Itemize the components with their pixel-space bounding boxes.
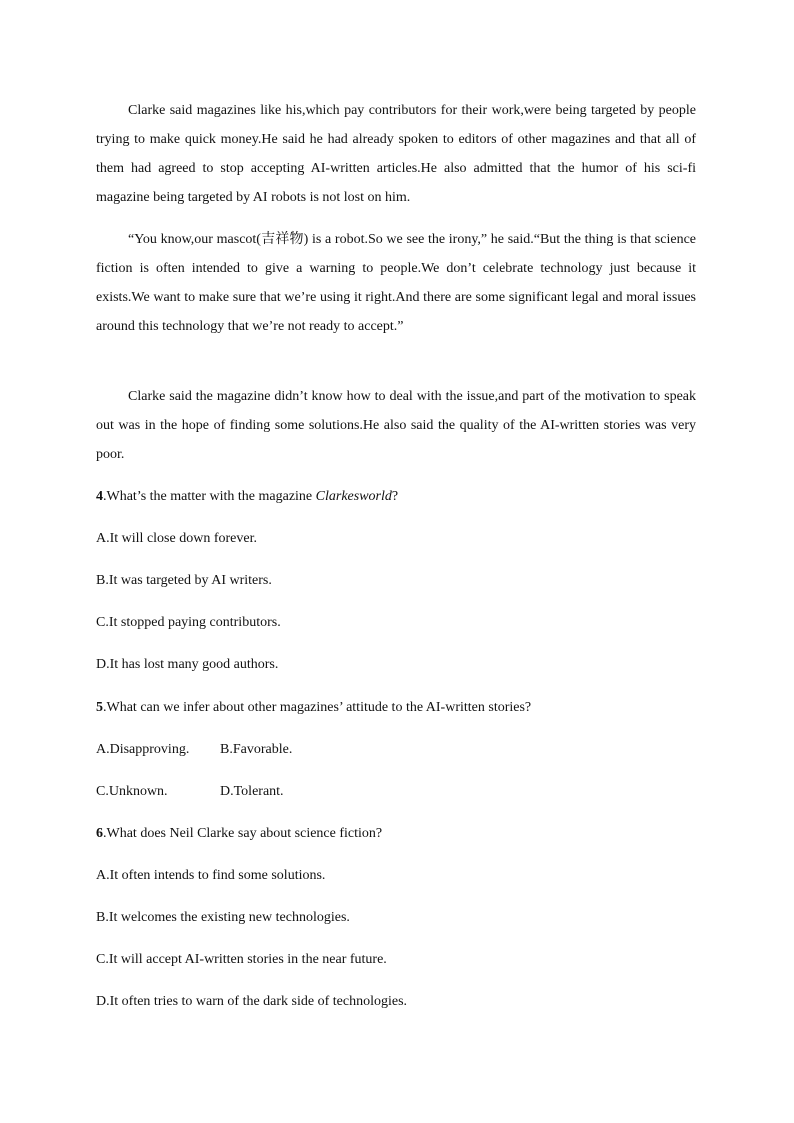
magazine-title: Clarkesworld [315, 489, 392, 504]
question-5-option-a: A.Disapproving. [96, 742, 190, 757]
question-4-option-a: A.It will close down forever. [96, 531, 257, 546]
question-number: 6 [96, 826, 103, 841]
question-text: .What can we infer about other magazines’ attitude to the AI-written stories? [103, 700, 532, 715]
question-6-option-c: C.It will accept AI-written stories in the near future. [96, 952, 387, 967]
question-text: .What’s the matter with the magazine [103, 489, 316, 504]
question-5-option-c: C.Unknown. [96, 784, 168, 799]
question-4-option-d: D.It has lost many good authors. [96, 657, 279, 672]
passage-paragraph-3: Clarke said the magazine didn’t know how to deal with the issue,and part of the motivation to speak out was in the hope of finding some solutions.He also said the quality of the AI-written stories was very poor. [96, 389, 696, 462]
question-6-option-a: A.It often intends to find some solutions. [96, 868, 326, 883]
question-5-options-row-1 [96, 740, 716, 760]
question-5-options-row-2 [96, 782, 716, 802]
question-5-option-b: B.Favorable. [220, 742, 293, 757]
question-4-option-c: C.It stopped paying contributors. [96, 615, 281, 630]
question-6-option-b: B.It welcomes the existing new technologies. [96, 910, 350, 925]
question-number: 4 [96, 489, 103, 504]
question-5-stem [96, 698, 716, 718]
question-4-stem [96, 487, 716, 507]
passage-paragraph-2: “You know,our mascot(吉祥物) is a robot.So we see the irony,” he said.“But the thing is that science fiction is often intended to give a warning to people.We don’t celebrate technology just because it exists.We want to make sure that we’re using it right.And there are some significant legal and moral issues around this technology that we’re not ready to accept.” [96, 232, 696, 334]
question-number: 5 [96, 700, 103, 715]
question-5-option-d: D.Tolerant. [220, 784, 284, 799]
question-4-option-b: B.It was targeted by AI writers. [96, 573, 272, 588]
passage-paragraph-1: Clarke said magazines like his,which pay contributors for their work,were being targeted by people trying to make quick money.He said he had already spoken to editors of other magazines and that all of them had agreed to stop accepting AI-written articles.He also admitted that the humor of his sci-fi magazine being targeted by AI robots is not lost on him. [96, 103, 696, 205]
question-6-option-d: D.It often tries to warn of the dark side of technologies. [96, 994, 408, 1009]
question-text-end: ? [391, 489, 399, 504]
question-6-stem [96, 824, 716, 844]
question-text: .What does Neil Clarke say about science fiction? [103, 826, 383, 841]
